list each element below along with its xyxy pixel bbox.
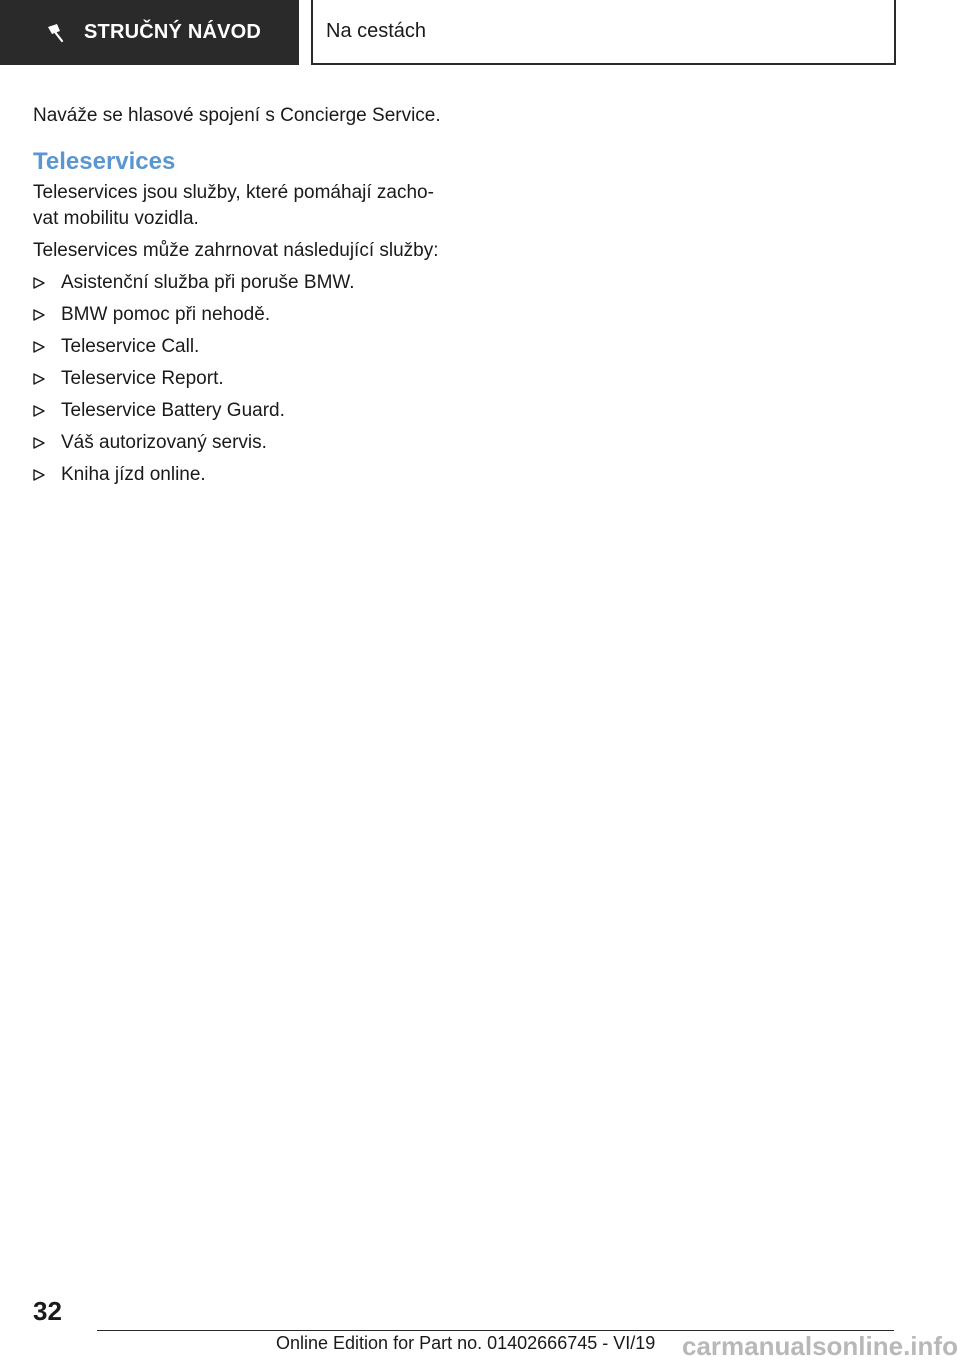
triangle-bullet-icon bbox=[33, 430, 61, 456]
chapter-tab-label: STRUČNÝ NÁVOD bbox=[84, 21, 262, 43]
list-item-text: Teleservice Report. bbox=[61, 368, 224, 389]
triangle-bullet-icon bbox=[33, 366, 61, 392]
triangle-bullet-icon bbox=[33, 302, 61, 328]
list-item-text: Teleservice Call. bbox=[61, 336, 200, 357]
triangle-bullet-icon bbox=[33, 334, 61, 360]
list-item-text: Váš autorizovaný servis. bbox=[61, 432, 267, 453]
paragraph-description: Teleservices jsou služby, které pomáhají zacho-vat mobilitu vozidla. bbox=[33, 182, 434, 229]
list-item-text: Kniha jízd online. bbox=[61, 464, 206, 485]
paragraph-services-intro: Teleservices může zahrnovat následující služby: bbox=[33, 240, 439, 261]
page-number: 32 bbox=[33, 1296, 62, 1326]
page-content bbox=[33, 103, 443, 488]
list-item bbox=[33, 462, 443, 488]
list-item bbox=[33, 334, 443, 360]
list-item bbox=[33, 302, 443, 328]
section-heading: Teleservices bbox=[33, 148, 176, 175]
triangle-bullet-icon bbox=[33, 398, 61, 424]
list-item-text: Asistenční služba při poruše BMW. bbox=[61, 272, 355, 293]
edition-text: Online Edition for Part no. 01402666745 - VI/19 bbox=[276, 1333, 656, 1353]
pin-icon bbox=[44, 22, 66, 44]
list-item bbox=[33, 398, 443, 424]
section-title: Na cestách bbox=[326, 20, 427, 42]
services-list bbox=[33, 270, 443, 488]
list-item bbox=[33, 270, 443, 296]
watermark[interactable]: carmanualsonline.info bbox=[682, 1331, 958, 1361]
intro-text: Naváže se hlasové spojení s Concierge Service. bbox=[33, 105, 441, 126]
triangle-bullet-icon bbox=[33, 462, 61, 488]
section-header bbox=[311, 0, 896, 65]
list-item bbox=[33, 430, 443, 456]
triangle-bullet-icon bbox=[33, 270, 61, 296]
chapter-tab[interactable] bbox=[0, 0, 299, 65]
list-item bbox=[33, 366, 443, 392]
list-item-text: BMW pomoc při nehodě. bbox=[61, 304, 271, 325]
list-item-text: Teleservice Battery Guard. bbox=[61, 400, 285, 421]
